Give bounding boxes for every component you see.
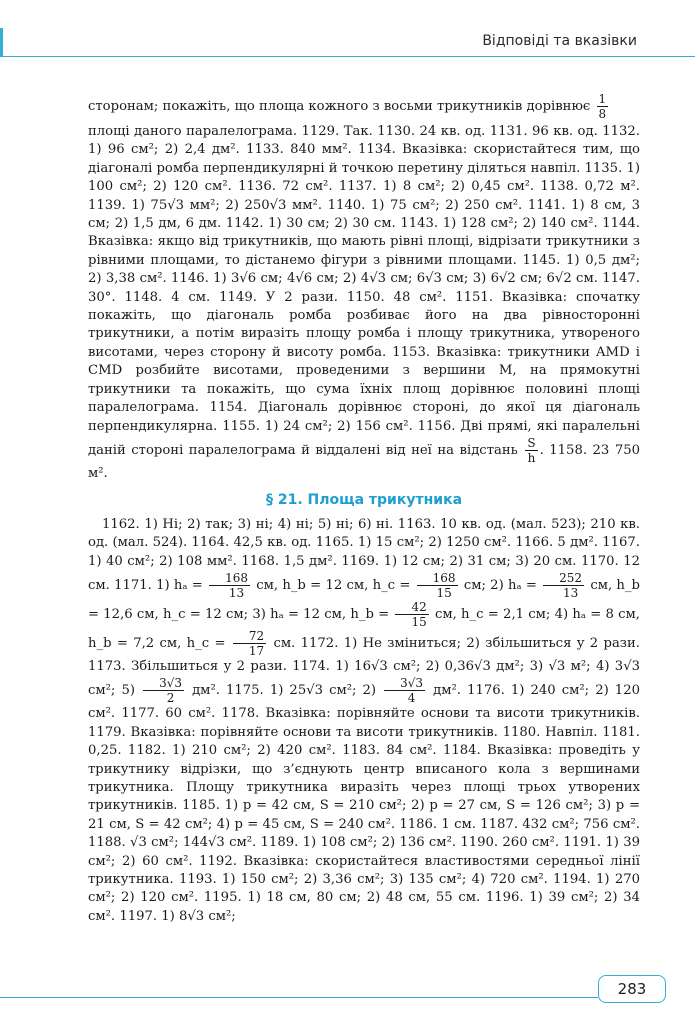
section-title: § 21. Площа трикутника bbox=[265, 492, 463, 509]
running-header: Відповіді та вказівки bbox=[482, 33, 637, 49]
page-number: 283 bbox=[598, 975, 666, 1003]
fraction-one-eighth: $\frac{1}{8}$ bbox=[598, 92, 607, 121]
fraction-252-13: $\frac{252}{13}$ bbox=[543, 571, 584, 600]
fraction-s-over-h: $\frac{S}{h}$ bbox=[527, 435, 536, 465]
header-accent-bar bbox=[0, 28, 3, 56]
answers-paragraph-1-cont: площі даного паралелограма. 1129. Так. 1130. 24 кв. од. 1131. 96 кв. од. 1132. 1) 96 см²; 2) 2,4 дм². 1133. 840 мм². 1134. Вказівка: скористайтеся тим, що діагоналі ромба перпендикулярні й точкою перетину діляться навпіл. 1135. 1) 100 см²; 2) 120 см². 1136. 72 см². 1137. 1) 8 см²; 2) 0,45 см². 1138. 0,72 м². 1139. 1) 75√3 мм²; 2) 250√3 мм². 1140. 1) 75 см²; 2) 250 см². 1141. 1) 8 см, 3 см; 2) 1,5 дм, 6 дм. 1142. 1) 30 см; 2) 30 см. 1143. 1) 128 см²; 2) 140 см². 1144. Вказівка: якщо від трикутників, що мають рівні площі, відрізати трикутники з рівними площами, то дістанемо фігури з рівними площами. 1145. 1) 0,5 дм²; 2) 3,38 см². 1146. 1) 3√6 см; 4√6 см; 2) 4√3 см; 6√3 см; 3) 6√2 см; 6√2 см. 1147. 30°. 1148. 4 см. 1149. У 2 рази. 1150. 48 см². 1151. Вказівка: спочатку покажіть, що діагональ ромба розбиває його на два рівносторонні трикутники, а потім виразіть площу ромба і площу трикутника, утвореного висотами, через сторону й висоту ромба. 1153. Вказівка: трикутники AMD і CMD розбийте висотами, проведеними з вершини M, на прямокутні трикутники та покажіть, що сума їхніх площ дорівнює половині площі паралелограма. 1154. Діагональ дорівнює стороні, до якої ця діагональ перпендикулярна. 1155. 1) 24 см²; 2) 156 см². 1156. Дві прямі, які паралельні даній стороні паралелограма й віддалені від неї на відстань $\frac{S}{h}$ . 1158. 23 750 м². bbox=[88, 124, 640, 481]
header-rule bbox=[0, 56, 695, 57]
fraction-168-13: $\frac{168}{13}$ bbox=[209, 571, 250, 600]
fraction-72-17: $\frac{72}{17}$ bbox=[233, 629, 266, 658]
answers-body bbox=[88, 90, 640, 926]
fraction-168-15: $\frac{168}{15}$ bbox=[417, 571, 458, 600]
fraction-3sqrt3-4: $\frac{3√3}{4}$ bbox=[384, 676, 425, 705]
footer-rule bbox=[0, 997, 598, 998]
answers-paragraph-2: 1162. 1) Ні; 2) так; 3) ні; 4) ні; 5) ні; 6) ні. 1163. 10 кв. од. (мал. 523); 210 кв. од. (мал. 524). 1164. 42,5 кв. од. 1165. 1) 15 см²; 2) 1250 см². 1166. 5 дм². 1167. 1) 40 см²; 2) 108 мм². 1168. 1,5 дм². 1169. 1) 12 см; 2) 31 см; 3) 20 см. 1170. 12 см. 1171. 1) hₐ = $\frac{168}{13}$ см, h_b = 12 см, h_c = $\frac{168}{15}$ см; 2) hₐ = $\frac{252}{13}$ см, h_b = 12,6 см, h_c = 12 см; 3) hₐ = 12 см, h_b = $\frac{42}{15}$ см, h_c = 2,1 см; 4) hₐ = 8 см, h_b = 7,2 см, h_c = $\frac{72}{17}$ см. 1172. 1) Не зміниться; 2) збільшиться у 2 рази. 1173. Збільшиться у 2 рази. 1174. 1) 16√3 см²; 2) 0,36√3 дм²; 3) √3 м²; 4) 3√3 см²; 5) $\frac{3√3}{2}$ дм². 1175. 1) 25√3 см²; 2) $\frac{3√3}{4}$ дм². 1176. 1) 240 см²; 2) 120 см². 1177. 60 см². 1178. Вказівка: порівняйте основи та висоти трикутників. 1179. Вказівка: порівняйте основи та висоти трикутників. 1180. Навпіл. 1181. 0,25. 1182. 1) 210 см²; 2) 420 см². 1183. 84 см². 1184. Вказівка: проведіть у трикутнику відрізки, що з’єднують центр вписаного кола з вершинами трикутника. Площу трикутника виразіть через площі трьох утворених трикутників. 1185. 1) p = 42 см, S = 210 см²; 2) p = 27 см, S = 126 см²; 3) p = 21 см, S = 42 см²; 4) p = 45 см, S = 240 см². 1186. 1 см. 1187. 432 см²; 756 см². 1188. √3 см²; 144√3 см². 1189. 1) 108 см²; 2) 136 см². 1190. 260 см². 1191. 1) 39 см²; 2) 60 см². 1192. Вказівка: скористайтеся властивостями середньої лінії трикутника. 1193. 1) 150 см²; 2) 3,36 см²; 3) 135 см²; 4) 720 см². 1194. 1) 270 см²; 2) 120 см². 1195. 1) 18 см, 80 см; 2) 48 см, 55 см. 1196. 1) 39 см²; 2) 34 см². 1197. 1) 8√3 см²; bbox=[88, 516, 640, 924]
fraction-42-15: $\frac{42}{15}$ bbox=[395, 600, 428, 629]
answers-paragraph-1: сторонам; покажіть, що площа кожного з восьми трикутників дорівнює $\frac{1}{8}$ bbox=[88, 92, 607, 121]
fraction-3sqrt3-2: $\frac{3√3}{2}$ bbox=[143, 676, 184, 705]
